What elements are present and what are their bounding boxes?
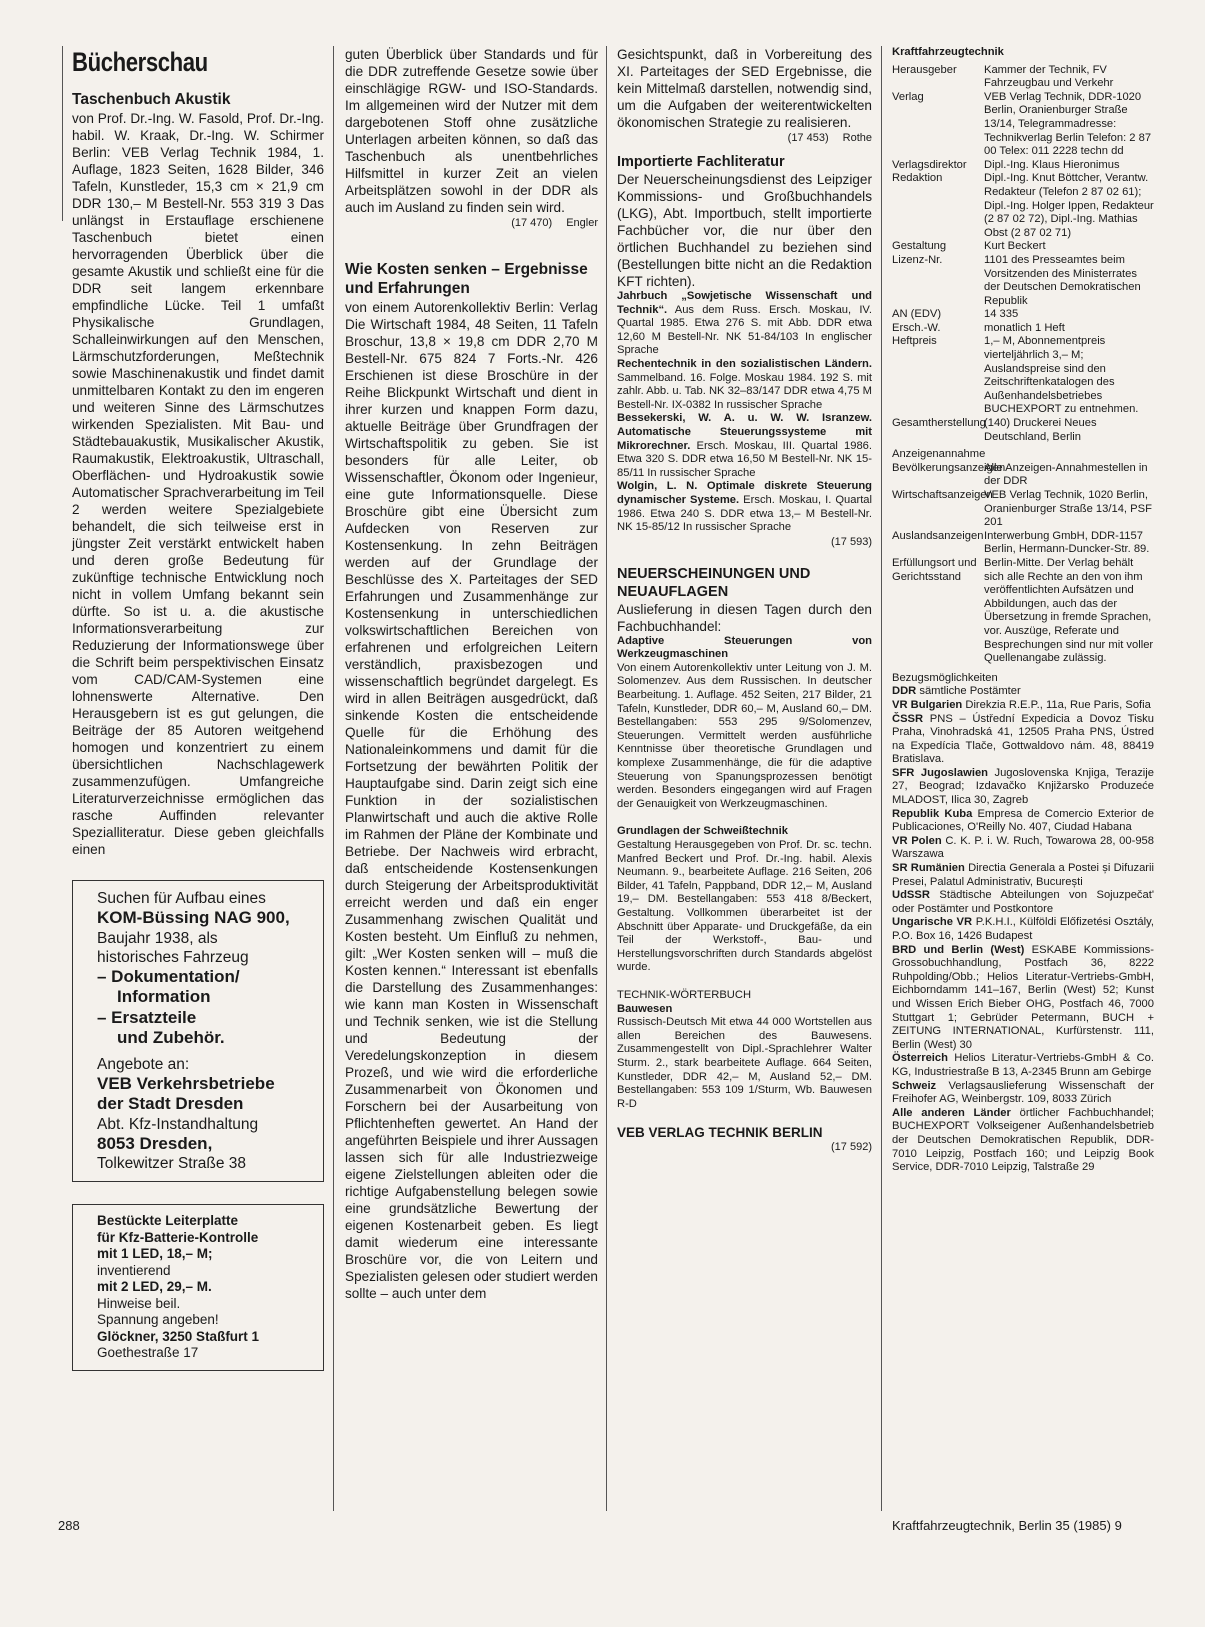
ad-line: Bestückte Leiterplatte xyxy=(97,1213,239,1228)
ad-line: Glöckner, 3250 Staßfurt 1 xyxy=(97,1328,260,1344)
bezug-address: Direkzia R.E.P., 11a, Rue Paris, Sofia xyxy=(962,698,1151,711)
bezug-address: Empresa de Comercio Exterior de Publicaciones, O'Reilly No. 407, Ciudad Habana xyxy=(892,807,1155,834)
bezug-address: ESKABE Kommissions-Grossobuchhandlung, Postfach 36, 8222 Ruhpolding/Obb.; Helios Literatur-Vertriebs-GmbH, Eichborndamm 141–167, Berlin (West) 52; Kunst und Wissen Erich Bieber OHG, Postfach 46, 7000 Stuttgart 1; Gebrüder Petermann, BUCH + ZEITUNG INTERNATIONAL, Kurfürstenstr. 111, Berlin (West) 30 xyxy=(892,943,1154,1051)
ads-rows xyxy=(892,462,1154,666)
ad-line: für Kfz-Batterie-Kontrolle xyxy=(97,1229,259,1245)
ad-line: Goethestraße 17 xyxy=(97,1345,199,1360)
bezug-address: Directia Generala a Postei și Difuzarii Presei, Palatul Administrativ, București xyxy=(892,862,1154,888)
bezug-country: VR Bulgarien xyxy=(892,698,963,711)
ad-line: KOM-Büssing NAG 900, xyxy=(97,908,290,927)
impressum-key: Heftpreis xyxy=(892,335,937,348)
bezug-country: ČSSR xyxy=(892,712,924,725)
bezug-country: BRD und Berlin (West) xyxy=(892,943,1025,956)
section-intro: Der Neuerscheinungsdienst des Leipziger Kommissions- und Großbuchhandels (LKG), Abt. Importbuch, stellt importierte Fachbücher vor, die nur über den örtlichen Buchhandel zu beziehen sind (Bestellungen bitte nicht an die Redaktion KFT richten). xyxy=(617,172,872,289)
impressum-value: VEB Verlag Technik, DDR-1020 Berlin, Oranienburger Straße 13/14, Telegrammadresse: Technikverlag Berlin Telefon: 2 87 00 Telex: 011 2228 techn dd xyxy=(984,90,1152,158)
new-title: Adaptive Steuerungen von Werkzeugmaschinen xyxy=(617,634,872,661)
bezug-entry xyxy=(892,889,1154,916)
impressum-key: Ersch.-W. xyxy=(892,321,941,334)
bezug-country: Republik Kuba xyxy=(892,807,973,820)
bezug-country: SR Rumänien xyxy=(892,862,965,875)
bezug-country: SFR Jugoslawien xyxy=(892,766,988,779)
column-rule xyxy=(333,46,334,1511)
impressum-title: Kraftfahrzeugtechnik xyxy=(892,46,1004,58)
impressum-key: Bevölkerungsanzeigen xyxy=(892,461,1006,474)
ad-line: Abt. Kfz-Instandhaltung xyxy=(97,1115,259,1133)
page-number: 288 xyxy=(58,1518,80,1533)
bezug-entry xyxy=(892,713,1154,767)
bezug-entry xyxy=(892,808,1154,835)
impressum-value: Kurt Beckert xyxy=(984,240,1046,253)
bezug-address: Verlagsauslieferung Wissenschaft der Freihofer AG, Weinbergstr. 109, 8033 Zürich xyxy=(892,1079,1154,1106)
impressum-row xyxy=(892,254,1154,308)
impressum-key: Gestaltung xyxy=(892,240,947,253)
impressum-key: Auslandsanzeigen xyxy=(892,529,984,542)
ad-line: inventierend xyxy=(97,1262,171,1278)
review-body: von Prof. Dr.-Ing. W. Fasold, Prof. Dr.-Ing. habil. W. Kraak, Dr.-Ing. W. Schirmer Berlin: VEB Verlag Technik 1984, 1. Auflage, 1823 Seiten, 1628 Bilder, 346 Tafeln, Kunstleder, 15,3 cm × 21,9 cm DDR 130,– M Bestell-Nr. 553 319 3 Das unlängst in Erstauflage erschienene Taschenbuch bietet einen hervorragenden Überblick über die gesamte Akustik und schließt eine für die DDR seit langem erkennbare empfindliche Lücke. Teil 1 umfaßt Physikalische Grundlagen, Schalleinwirkungen auf den Menschen, Lärmschutzforderungen, Meßtechnik sowie Maschinenakustik und findet damit unmittelbaren Kontakt zu den im engeren und weiteren Sinne des Lärmschutzes wirkenden Spezialisten. Mit Bau- und Städtebauakustik, Musikalischer Akustik, Raumakustik, Elektroakustik, Ultraschall, Oberflächen- und Hydroakustik sowie Automatischer Sprachverarbeitung im Teil 2 werden weitere Spezialgebiete behandelt, die sich teilweise erst in jüngster Zeit verstärkt entwickelt haben und deren große Bedeutung für zukünftige technische Entwicklung noch nicht in vollem Umfang bekannt sein dürfte. So ist u. a. die akustische Informationsverarbeitung zur Reduzierung der Informationswege über die Schrift beim perspektivischen Einsatz vom CAD/CAM-Systemen eine lohnenswerte Alternative. Den Herausgebern ist es gut gelungen, die Beiträge der 85 Autoren weitgehend homogen und konzentriert zu einem übersichtlichen Nachschlagewerk zusammenzufügen. Umfangreiche Literaturverzeichnisse ermöglichen das rasche Auffinden relevanter Spezialliteratur. Diese geben gleichfalls einen xyxy=(72,111,324,857)
impressum-value: (140) Druckerei Neues Deutschland, Berlin xyxy=(984,417,1097,443)
column-3 xyxy=(617,46,872,1154)
ad-line: Suchen für Aufbau eines xyxy=(97,890,266,907)
bezug-entry xyxy=(892,685,1154,699)
ad-line: Tolkewitzer Straße 38 xyxy=(97,1155,247,1172)
bezug-country: VR Polen xyxy=(892,834,942,847)
column-4-impressum xyxy=(892,46,1154,1175)
review-reference xyxy=(617,131,872,145)
review-body-continued: guten Überblick über Standards und für die DDR zutreffende Gesetze sowie über einschlägige RGW- und ISO-Standards. Im allgemeinen wird der Nutzer mit dem dargebotenen Stoff ohne zusätzliche Unterlagen arbeiten können, so daß das Taschenbuch als unentbehrliches Hilfsmittel in kurzer Zeit an vielen Arbeitsplätzen sowohl in der DDR als auch im Ausland zu finden sein wird. xyxy=(345,47,598,215)
import-entry: Rechentechnik in den sozialistischen Ländern. Sammelband. 16. Folge. Moskau 1984. 192 S. mit zahlr. Abb. u. Tab. NK 32–83/147 DDR etwa 4,75 M Bestell-Nr. IX-0382 In russischer Sprache xyxy=(617,357,872,411)
bezug-entry xyxy=(892,1052,1154,1079)
impressum-row xyxy=(892,64,1154,91)
ad-line: mit 1 LED, 18,– M; xyxy=(97,1246,213,1261)
section-heading: Bücherschau xyxy=(72,47,208,77)
review-reference xyxy=(617,535,872,549)
impressum-row xyxy=(892,240,1154,254)
impressum-row xyxy=(892,159,1154,173)
new-title-body: Gestaltung Herausgegeben von Prof. Dr. sc. techn. Manfred Beckert und Prof. Dr.-Ing. habil. Alexis Neumann. 9., bearbeitete Auflage. 216 Seiten, 206 Bilder, 41 Tafeln, Pappband, DDR 12,– M, Ausland 19,– DM. Bestellangaben: 553 418 8/Beckert, Gestaltung. Vollkommen überarbeitet ist der Abschnitt über Apparate- und Druckgefäße, da ein Teil der Werkstoff-, Bau- und Herstellungsvorschriften durch Standards abgelöst wurde. xyxy=(617,839,872,974)
bezug-address: örtlicher Fachbuchhandel; BUCHEXPORT Volkseigener Außenhandelsbetrieb der Deutschen Demokratischen Republik, DDR-7010 Leipzig, Postfach 160; und Leipzig Book Service, DDR-7010 Leipzig, Talstraße 29 xyxy=(892,1106,1154,1174)
ad-line: Hinweise beil. xyxy=(97,1295,181,1311)
ad-line: VEB Verkehrsbetriebe xyxy=(97,1073,275,1093)
impressum-value: Dipl.-Ing. Knut Böttcher, Verantw. Redakteur (Telefon 2 87 02 61); Dipl.-Ing. Holger Ippen, Redakteur (2 87 02 72), Dipl.-Ing. Mathias Obst (2 87 02 71) xyxy=(984,172,1154,239)
section-title: Importierte Fachliteratur xyxy=(617,154,785,170)
import-entry: Jahrbuch „Sowjetische Wissenschaft und Technik“. Aus dem Russ. Ersch. Moskau, IV. Quartal 1985. Etwa 276 S. mit Abb. DDR etwa 12,60 M Bestell-Nr. NK 51-84/103 In englischer Sprache xyxy=(617,290,872,357)
impressum-row xyxy=(892,530,1154,557)
classified-ad-bus xyxy=(72,880,324,1182)
reviewer-name: Rothe xyxy=(842,132,872,144)
review-reference xyxy=(345,216,598,230)
ad-line: – Dokumentation/ xyxy=(97,966,240,986)
impressum-key: Verlag xyxy=(892,90,924,103)
ad-line: historisches Fahrzeug xyxy=(97,948,249,966)
import-entry: Bessekerski, W. A. u. W. W. Isranzew. Automatische Steuerungssysteme mit Mikrorechner. Ersch. Moskau, III. Quartal 1986. Etwa 320 S. DDR etwa 16,50 M Bestell-Nr. NK 15-85/11 In russischer Sprache xyxy=(617,412,872,479)
review-body: von einem Autorenkollektiv Berlin: Verlag Die Wirtschaft 1984, 48 Seiten, 11 Tafeln Broschur, 13,8 × 19,8 cm DDR 2,70 M Bestell-Nr. 675 824 7 Forts.-Nr. 426 Erschienen ist diese Broschüre in der Reihe Blickpunkt Wirtschaft und dient in ihrer kurzen und knappen Form dazu, aktuelle Beiträge über Grundfragen der Wirtschaftspolitik zu geben. Sie ist besonders für alle Leiter, ob Wissenschaftler, Ökonom oder Ingenieur, eine gute Informationsquelle. Diese Broschüre gibt eine Übersicht zum Aufdecken von Reserven zur Kostensenkung. In zehn Beiträgen werden auf der Grundlage der Beschlüsse des X. Parteitages der SED Erfahrungen und Zusammenhänge zur Kostensenkung in unterschiedlichen volkswirtschaftlichen Bereichen von erfahrenen und erfolgreichen Leitern verständlich, praxisbezogen und wissenschaftlich begründet dargelegt. Es wird in allen Beiträgen ausgedrückt, daß sinkende Kosten die entscheidende Quelle für die Erhöhung des Nationaleinkommens und damit für die Fortsetzung der bewährten Politik der Hauptaufgabe sind. Darin zeigt sich eine Funktion in der sozialistischen Planwirtschaft und auch die aktive Rolle im Rahmen der Pläne der Kombinate und Betriebe. Der Nachweis wird erbracht, daß entscheidende Kostensenkungen durch Steigerung der Arbeitsproduktivität erreicht werden und daß ein enger Zusammenhang zwischen Qualität und Kosten besteht. Um Einfluß zu nehmen, gilt: „Wer Kosten senken will – muß die Kosten kennen.“ Interessant ist ebenfalls die Darstellung des Zusammenhanges: wie kann man Kosten in Wissenschaft und Technik senken, wie ist die Stellung und Bedeutung der Veredelungskonzeption in diesem Prozeß, und wie wird die erforderliche Zusammenarbeit von Ökonomen und Forschern bei der Ausarbeitung von Pflichtenheften gewertet. An Hand der angeführten Beispiele und ihrer Aussagen lassen sich für alle Industriezweige eigene Zielstellungen ableiten oder die richtige Aufgabenstellung belegen sowie eine grundsätzliche Bewertung der eigenen Kostenarbeit geben. Es liegt damit wiederum eine interessante Broschüre vor, die von Leitern und Spezialisten gelesen oder studiert werden sollte – auch unter dem xyxy=(345,300,598,1301)
column-rule xyxy=(62,46,63,221)
bezug-entry xyxy=(892,1107,1154,1175)
ad-line: Angebote an: xyxy=(97,1055,190,1073)
impressum-value: 1,– M, Abonnementpreis vierteljährlich 3,– M; Auslandspreise sind den Zeitschriftenkatalogen des Außenhandelsbetriebes BUCHEXPORT zu entnehmen. xyxy=(984,335,1139,416)
impressum-value: Dipl.-Ing. Klaus Hieronimus xyxy=(984,158,1120,171)
impressum-row xyxy=(892,489,1154,530)
bezug-address: Städtische Abteilungen von Sojuzpečat' oder Postämter und Postkontore xyxy=(892,889,1154,915)
bezug-country: Alle anderen Länder xyxy=(892,1106,1011,1119)
new-title: Grundlagen der Schweißtechnik xyxy=(617,825,788,838)
column-1 xyxy=(72,46,324,1371)
impressum-key: Gesamtherstellung xyxy=(892,417,986,430)
ad-line: mit 2 LED, 29,– M. xyxy=(97,1279,212,1294)
impressum-key: Verlagsdirektor xyxy=(892,158,967,171)
bezug-entry xyxy=(892,1080,1154,1107)
impressum-row xyxy=(892,308,1154,322)
new-title-body: Russisch-Deutsch Mit etwa 44 000 Wortstellen aus allen Bereichen des Bauwesens. Zusammengestellt von Dipl.-Sprachlehrer Walter Sturm. 2., stark bearbeitete Auflage. 664 Seiten, Kunstleder, DDR 42,– M, Ausland 52,– DM. Bestellangaben: 553 109 1/Sturm, Wb. Bauwesen R-D xyxy=(617,1016,872,1110)
bezug-heading: Bezugsmöglichkeiten xyxy=(892,671,998,684)
impressum-value: 14 335 xyxy=(984,308,1019,321)
ad-line: 8053 Dresden, xyxy=(97,1133,213,1153)
impressum-key: Lizenz-Nr. xyxy=(892,253,943,266)
impressum-row xyxy=(892,462,1154,489)
bezug-country: DDR xyxy=(892,685,917,698)
bezug-country: Österreich xyxy=(892,1052,948,1065)
new-title-body: Von einem Autorenkollektiv unter Leitung von J. M. Solomenzev. Aus dem Russischen. In deutscher Bearbeitung. 1. Auflage. 452 Seiten, 217 Bilder, 21 Tafeln, Kunstleder, DDR 60,– M, Ausland 60,– DM. Bestellangaben: 553 295 9/Solomenzev, Steuerungen. Vermittelt werden ausführliche Kenntnisse über theoretische Grundlagen und komplexe Zusammenhänge, die für die adaptive Steuerung von Spanungsprozessen benötigt werden. Besonders eingegangen wird auf Fragen der Genauigkeit von Werkzeugmaschinen. xyxy=(617,661,872,810)
publisher-name: VEB VERLAG TECHNIK BERLIN xyxy=(617,1125,823,1141)
reference-number: (17 593) xyxy=(831,535,872,548)
impressum-key: Wirtschaftsanzeigen xyxy=(892,489,993,501)
import-entry: Wolgin, L. N. Optimale diskrete Steuerung dynamischer Systeme. Ersch. Moskau, I. Quartal 1986. Etwa 240 S. DDR etwa 13,– M Bestell-Nr. NK 15-85/12 In russischer Sprache xyxy=(617,480,873,534)
bezug-entry xyxy=(892,699,1154,713)
bezug-address: Helios Literatur-Vertriebs-GmbH & Co. KG, Industriestraße B 13, A-2345 Brunn am Gebirge xyxy=(892,1052,1154,1078)
article-title: Wie Kosten senken – Ergebnisse und Erfahrungen xyxy=(345,261,588,297)
bezug-entry xyxy=(892,862,1154,889)
impressum-row xyxy=(892,172,1154,240)
journal-footer: Kraftfahrzeugtechnik, Berlin 35 (1985) 9 xyxy=(892,1518,1122,1533)
reviewer-name: Engler xyxy=(566,217,598,229)
ad-line: der Stadt Dresden xyxy=(97,1094,244,1113)
bezug-address: sämtliche Postämter xyxy=(916,685,1021,698)
review-reference xyxy=(617,1140,872,1154)
impressum-key: Herausgeber xyxy=(892,63,957,76)
impressum-value: monatlich 1 Heft xyxy=(984,321,1065,334)
impressum-value: 1101 des Presseamtes beim Vorsitzenden des Ministerrates der Deutschen Demokratischen Republik xyxy=(984,253,1141,307)
reference-number: (17 453) xyxy=(787,132,829,144)
new-title: Bauwesen xyxy=(617,1002,673,1015)
bezug-address: P.K.H.I., Külföldi Előfizetési Osztály, P.O. Box 16, 1426 Budapest xyxy=(892,916,1154,942)
ad-line: – Ersatzteile xyxy=(97,1007,197,1027)
impressum-row xyxy=(892,335,1154,417)
bezug-entry xyxy=(892,835,1154,862)
book-title: Taschenbuch Akustik xyxy=(72,91,231,108)
impressum-row xyxy=(892,417,1154,444)
ad-line: Spannung angeben! xyxy=(97,1312,219,1327)
impressum-value: VEB Verlag Technik, 1020 Berlin, Oranienburger Straße 13/14, PSF 201 xyxy=(984,489,1152,529)
section-title: NEUERSCHEINUNGEN UND NEUAUFLAGEN xyxy=(617,565,811,600)
bezug-address: PNS – Ústřední Expedicia a Dovoz Tisku Praha, Vinohradská 41, 12505 Praha PNS, Ústred na Expedícia Tlače, Gottwaldovo nám. 48, 88419 Bratislava. xyxy=(892,712,1154,766)
new-title-kicker: TECHNIK-WÖRTERBUCH xyxy=(617,988,752,1001)
bezug-address: C. K. P. i. W. Ruch, Towarowa 28, 00-958 Warszawa xyxy=(892,834,1154,861)
bezug-entry xyxy=(892,916,1154,943)
bezug-address: Jugoslovenska Knjiga, Terazije 27, Beograd; Izdavačko Knjižarsko Produzeće MLADOST, Ilica 30, Zagreb xyxy=(892,766,1154,807)
reference-number: (17 470) xyxy=(511,217,553,229)
column-2 xyxy=(345,46,598,1302)
bezug-country: Ungarische VR xyxy=(892,916,973,929)
impressum-value: Alle Anzeigen-Annahmestellen in der DDR xyxy=(984,461,1148,488)
impressum-value: Berlin-Mitte. Der Verlag behält sich alle Rechte an den von ihm veröffentlichten Aufsätzen und Abbildungen, auch das der Übersetzung in fremde Sprachen, vor. Auszüge, Referate und Besprechungen sind nur mit voller Quellenangabe zulässig. xyxy=(984,556,1154,665)
bezug-country: UdSSR xyxy=(892,889,930,902)
ads-heading: Anzeigenannahme xyxy=(892,448,986,461)
ad-line: Information xyxy=(117,987,211,1006)
impressum-row xyxy=(892,322,1154,336)
impressum-row xyxy=(892,91,1154,159)
ad-line: und Zubehör. xyxy=(117,1028,225,1047)
reference-number: (17 592) xyxy=(831,1141,872,1154)
ad-line: Baujahr 1938, als xyxy=(97,929,218,947)
bezug-entry xyxy=(892,767,1154,808)
impressum-value: Interwerbung GmbH, DDR-1157 Berlin, Hermann-Duncker-Str. 89. xyxy=(984,529,1150,556)
impressum-rows xyxy=(892,64,1154,445)
column-rule xyxy=(606,46,607,1511)
bezug-list xyxy=(892,685,1154,1174)
bezug-country: Schweiz xyxy=(892,1079,937,1092)
column-rule xyxy=(881,46,882,1511)
impressum-key: Redaktion xyxy=(892,172,943,185)
impressum-value: Kammer der Technik, FV Fahrzeugbau und Verkehr xyxy=(984,63,1114,90)
bezug-entry xyxy=(892,944,1154,1053)
classified-ad-circuit-board xyxy=(72,1204,324,1371)
review-body-continued: Gesichtspunkt, daß in Vorbereitung des XI. Parteitages der SED Ergebnisse, die kein Mittelmaß darstellen, notwendig sind, um die Aufgaben der weiterentwickelten ökonomischen Strategie zu realisieren. xyxy=(617,47,872,130)
impressum-key: AN (EDV) xyxy=(892,308,942,321)
impressum-key: Erfüllungsort und Gerichtsstand xyxy=(892,556,977,583)
section-intro: Auslieferung in diesen Tagen durch den Fachbuchhandel: xyxy=(617,601,872,634)
impressum-row xyxy=(892,557,1154,666)
